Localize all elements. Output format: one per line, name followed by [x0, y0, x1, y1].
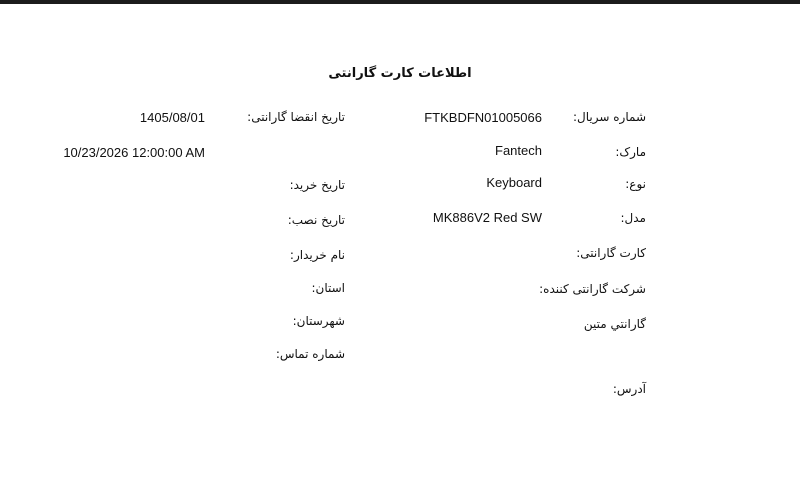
type-label: نوع: — [625, 177, 646, 191]
warranty-company-value: گارانتي متين — [583, 317, 646, 331]
serial-value: FTKBDFN01005066 — [424, 110, 542, 125]
address-label: آدرس: — [612, 382, 646, 396]
province-label: استان: — [311, 281, 345, 295]
model-value: MK886V2 Red SW — [432, 210, 542, 225]
expiry-date-value: 1405/08/01 — [139, 110, 205, 125]
phone-label: شماره تماس: — [275, 347, 345, 361]
model-label: مدل: — [620, 211, 646, 225]
warranty-card-label: کارت گارانتی: — [576, 246, 646, 260]
expiry-date-label: تاریخ انقضا گارانتی: — [247, 110, 345, 124]
brand-label: مارک: — [615, 145, 646, 159]
buyer-name-label: نام خریدار: — [289, 248, 345, 262]
purchase-date-label: تاریخ خرید: — [289, 178, 345, 192]
warranty-company-label: شرکت گارانتی کننده: — [539, 282, 646, 296]
page-title: اطلاعات کارت گارانتی — [328, 66, 472, 81]
brand-value: Fantech — [495, 143, 542, 158]
install-date-label: تاریخ نصب: — [287, 213, 345, 227]
serial-label: شماره سریال: — [573, 110, 646, 124]
type-value: Keyboard — [486, 175, 542, 190]
expiry-date-gregorian: 10/23/2026 12:00:00 AM — [63, 145, 205, 160]
top-border — [0, 0, 800, 4]
city-label: شهرستان: — [292, 314, 345, 328]
